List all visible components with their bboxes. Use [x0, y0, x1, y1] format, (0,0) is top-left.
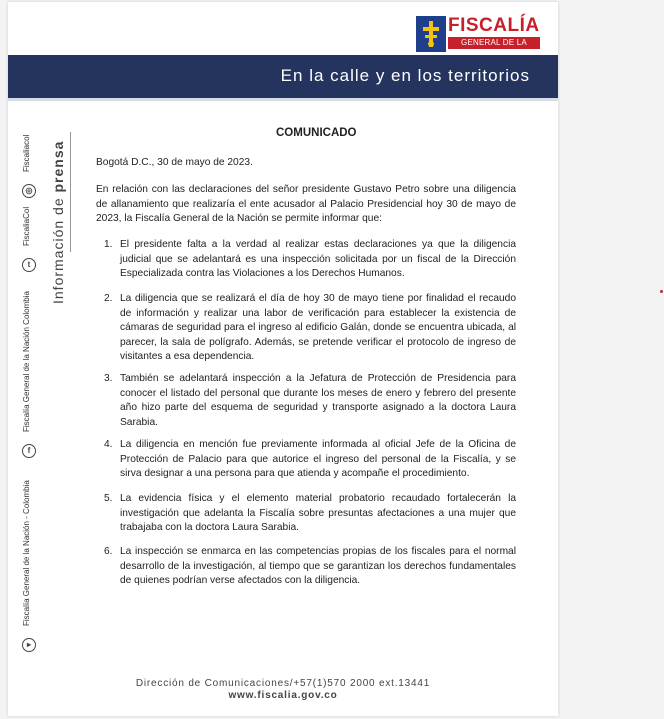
list-item-number: 2. [104, 293, 113, 304]
list-item-text: La diligencia que se realizará el día de hoy 30 de mayo tiene por finalidad el recaudo de información y realizar una labor de verificación para establecer la existencia de cámaras de seguridad para el ingreso al edificio Galán, donde se encuentra ubicada, al parecer, la sala de polígrafo. Además, se pretende verificar el protocolo de ingreso de visitantes a esa dependencia. [120, 293, 516, 362]
list-item [104, 545, 516, 589]
intro-paragraph: En relación con las declaraciones del señor presidente Gustavo Petro sobre una diligencia de allanamiento que realizaría el ente acusador al Palacio Presidencial hoy 30 de mayo de 2023, la Fiscalía General de la Nación se permite informar que: [96, 184, 516, 224]
list-item-number: 5. [104, 493, 113, 504]
list-item [104, 372, 516, 430]
instagram-icon: ◎ [22, 184, 36, 198]
twitter-icon: t [22, 258, 36, 272]
footer-website: www.fiscalia.gov.co [228, 690, 338, 701]
list-item [104, 238, 516, 282]
document-title: COMUNICADO [276, 127, 357, 139]
list-item-number: 1. [104, 239, 113, 250]
slogan-text: En la calle y en los territorios [280, 66, 530, 85]
list-item-text: La inspección se enmarca en las competencias propias de los fiscales para el normal desarrollo de la investigación, al tiempo que se garantizan los derechos fundamentales de quienes podrían verse afectados con la diligencia. [120, 546, 516, 586]
press-label-light: Información de [50, 192, 66, 304]
social-twitter-handle: FiscaliaCol [22, 206, 31, 246]
list-item [104, 438, 516, 482]
list-item-number: 6. [104, 546, 113, 557]
coat-of-arms-icon [416, 16, 446, 52]
brand-name: FISCALÍA [448, 15, 540, 36]
list-item-number: 3. [104, 373, 113, 384]
list-item-text: También se adelantará inspección a la Jefatura de Protección de Presidencia para conocer el listado del personal que durante los meses de enero y febrero del presente año hizo parte del esquema de seguridad y transporte asignado a la doctora Laura Sarabia. [120, 373, 516, 428]
brand-subtitle: GENERAL DE LA [448, 37, 540, 49]
press-info-label [50, 141, 66, 304]
youtube-icon: ▸ [22, 638, 36, 652]
list-item [104, 292, 516, 365]
list-item-text: La diligencia en mención fue previamente informada al oficial Jefe de la Oficina de Protección de Palacio para que autorice el ingreso del personal de la Fiscalía, y se sirva designar a una persona para que atienda y acompañe el procedimiento. [120, 439, 516, 479]
footer-contact: Dirección de Comunicaciones/+57(1)570 2000 ext.13441 [135, 678, 431, 689]
document-page [8, 2, 558, 716]
press-label-bold: prensa [50, 140, 66, 193]
social-instagram-handle: Fiscaliacol [22, 134, 31, 172]
sidebar [18, 128, 68, 668]
list-item-text: La evidencia física y el elemento material probatorio recaudado fortalecerán la investigación que adelanta la Fiscalía sobre presuntas afectaciones a una mujer que trabajaba con la doctora Laura Sarabia. [120, 493, 516, 533]
social-youtube-handle: Fiscalía General de la Nación - Colombia [22, 480, 31, 626]
facebook-icon: f [22, 444, 36, 458]
list-item [104, 492, 516, 536]
list-item-number: 4. [104, 439, 113, 450]
list-item-text: El presidente falta a la verdad al realizar estas declaraciones ya que la diligencia judicial que se adelantará es una inspección solicitada por un fiscal de la Dirección Especializada contra las Violaciones a los Derechos Humanos. [120, 239, 516, 279]
slogan-banner [8, 55, 558, 101]
document-date: Bogotá D.C., 30 de mayo de 2023. [96, 157, 253, 168]
sidebar-divider [70, 132, 71, 252]
social-facebook-handle: Fiscalía General de la Nación Colombia [22, 291, 31, 432]
annotation-dot [660, 290, 663, 293]
fiscalia-logo [416, 16, 540, 52]
